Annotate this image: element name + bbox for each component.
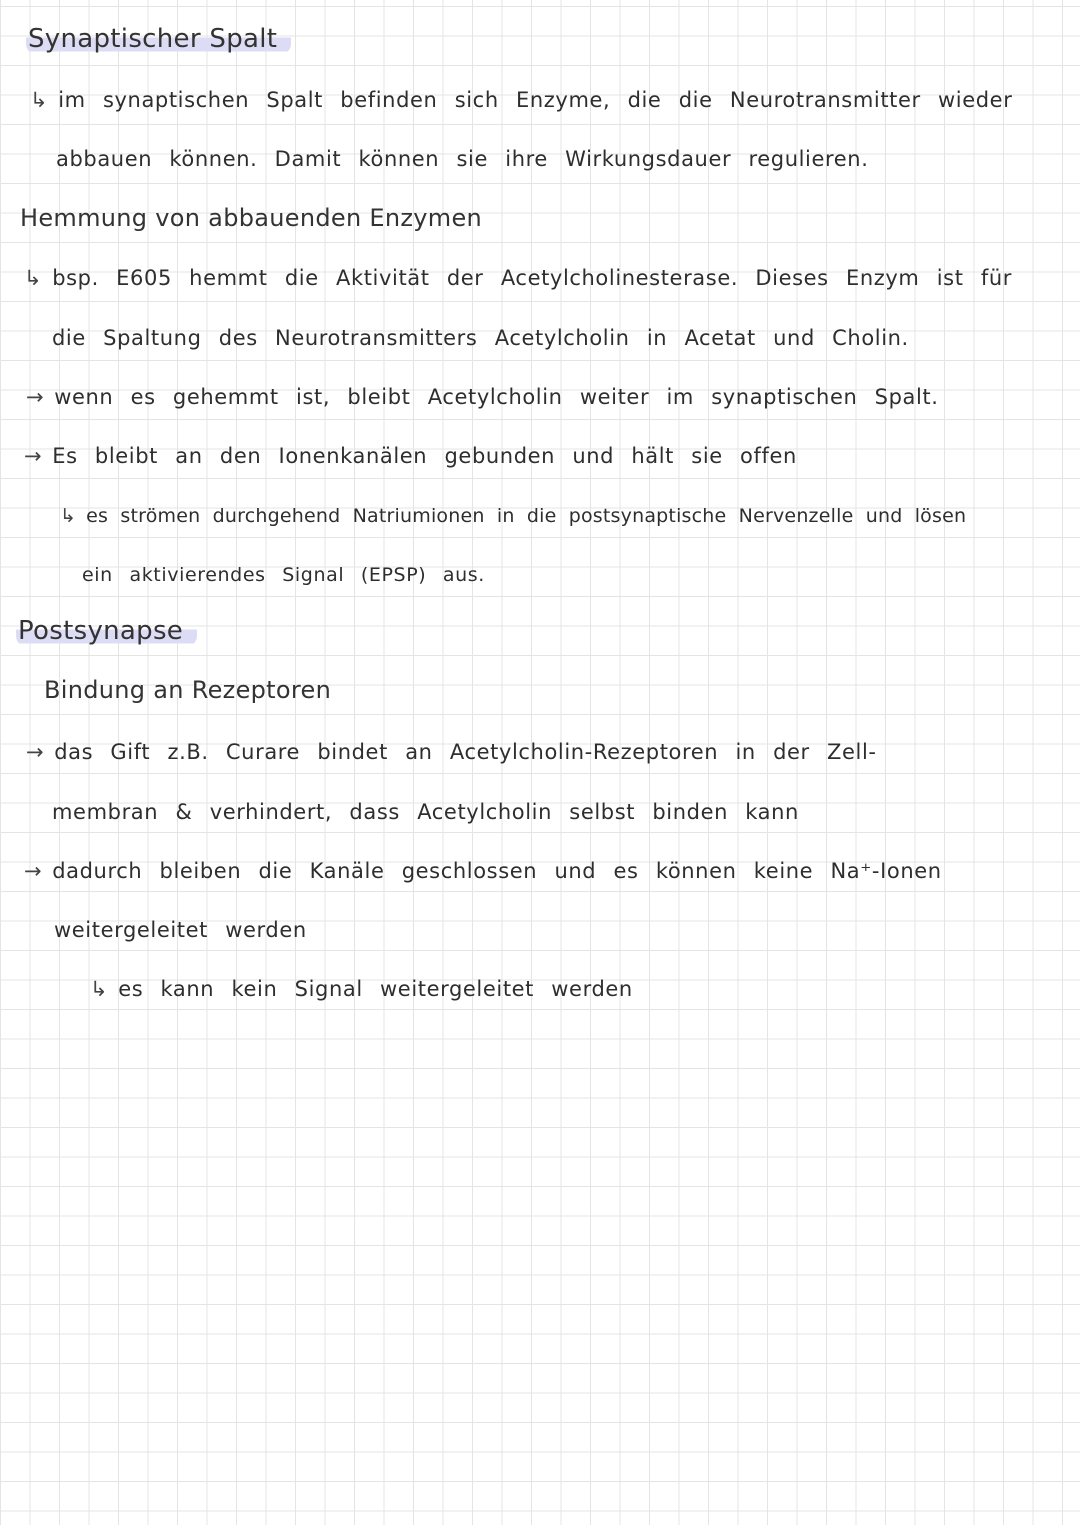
inhibition-text-1: bsp. E605 hemmt die Aktivität der Acetylcholinesterase. Dieses Enzym ist für — [52, 266, 1012, 290]
inhibition-text-5: es strömen durchgehend Natriumionen in die postsynaptische Nervenzelle und lösen — [86, 505, 967, 527]
inhibition-line-5 — [60, 505, 966, 527]
postsynapse-text-1: das Gift z.B. Curare bindet an Acetylcholin-Rezeptoren in der Zell- — [54, 740, 877, 764]
inhibition-text-6: ein aktivierendes Signal (EPSP) aus. — [82, 564, 485, 586]
postsynapse-line-4 — [54, 918, 307, 942]
arrow-hook-icon: ↳ — [24, 266, 43, 290]
inhibition-text-3: wenn es gehemmt ist, bleibt Acetylcholin weiter im synaptischen Spalt. — [54, 385, 939, 409]
arrow-right-icon: → — [24, 444, 43, 468]
heading-enzyme-inhibition — [20, 204, 482, 232]
inhibition-text-4: Es bleibt an den Ionenkanälen gebunden und hält sie offen — [52, 444, 797, 468]
inhibition-line-6 — [82, 564, 485, 586]
postsynapse-line-1 — [26, 740, 877, 764]
postsynapse-line-2 — [52, 800, 799, 824]
heading-synaptic-cleft-text: Synaptischer Spalt — [26, 24, 291, 54]
postsynapse-text-4: weitergeleitet werden — [54, 918, 307, 942]
postsynapse-line-3 — [24, 859, 942, 883]
heading-postsynapse — [16, 616, 197, 646]
postsynapse-text-5: es kann kein Signal weitergeleitet werden — [118, 977, 633, 1001]
subheading-receptor-binding-text: Bindung an Rezeptoren — [44, 676, 332, 704]
inhibition-line-3 — [26, 385, 939, 409]
heading-enzyme-inhibition-text: Hemmung von abbauenden Enzymen — [20, 204, 483, 232]
postsynapse-text-2: membran & verhindert, dass Acetylcholin selbst binden kann — [52, 800, 799, 824]
inhibition-line-2 — [52, 326, 909, 350]
synaptic-cleft-text-2: abbauen können. Damit können sie ihre Wirkungsdauer regulieren. — [56, 147, 869, 171]
arrow-hook-icon: ↳ — [60, 505, 77, 527]
inhibition-text-2: die Spaltung des Neurotransmitters Acetylcholin in Acetat und Cholin. — [52, 326, 909, 350]
synaptic-cleft-text-1: im synaptischen Spalt befinden sich Enzyme, die die Neurotransmitter wieder — [58, 88, 1013, 112]
inhibition-line-4 — [24, 444, 797, 468]
synaptic-cleft-line-1 — [30, 88, 1012, 112]
arrow-right-icon: → — [24, 859, 43, 883]
heading-synaptic-cleft — [26, 24, 291, 54]
synaptic-cleft-line-2 — [56, 147, 869, 171]
arrow-right-icon: → — [26, 385, 45, 409]
inhibition-line-1 — [24, 266, 1012, 290]
heading-postsynapse-text: Postsynapse — [16, 616, 197, 646]
arrow-hook-icon: ↳ — [90, 977, 109, 1001]
arrow-right-icon: → — [26, 740, 45, 764]
postsynapse-line-5 — [90, 977, 633, 1001]
subheading-receptor-binding — [44, 676, 331, 704]
postsynapse-text-3: dadurch bleiben die Kanäle geschlossen und es können keine Na⁺-Ionen — [52, 859, 942, 883]
arrow-hook-icon: ↳ — [30, 88, 49, 112]
